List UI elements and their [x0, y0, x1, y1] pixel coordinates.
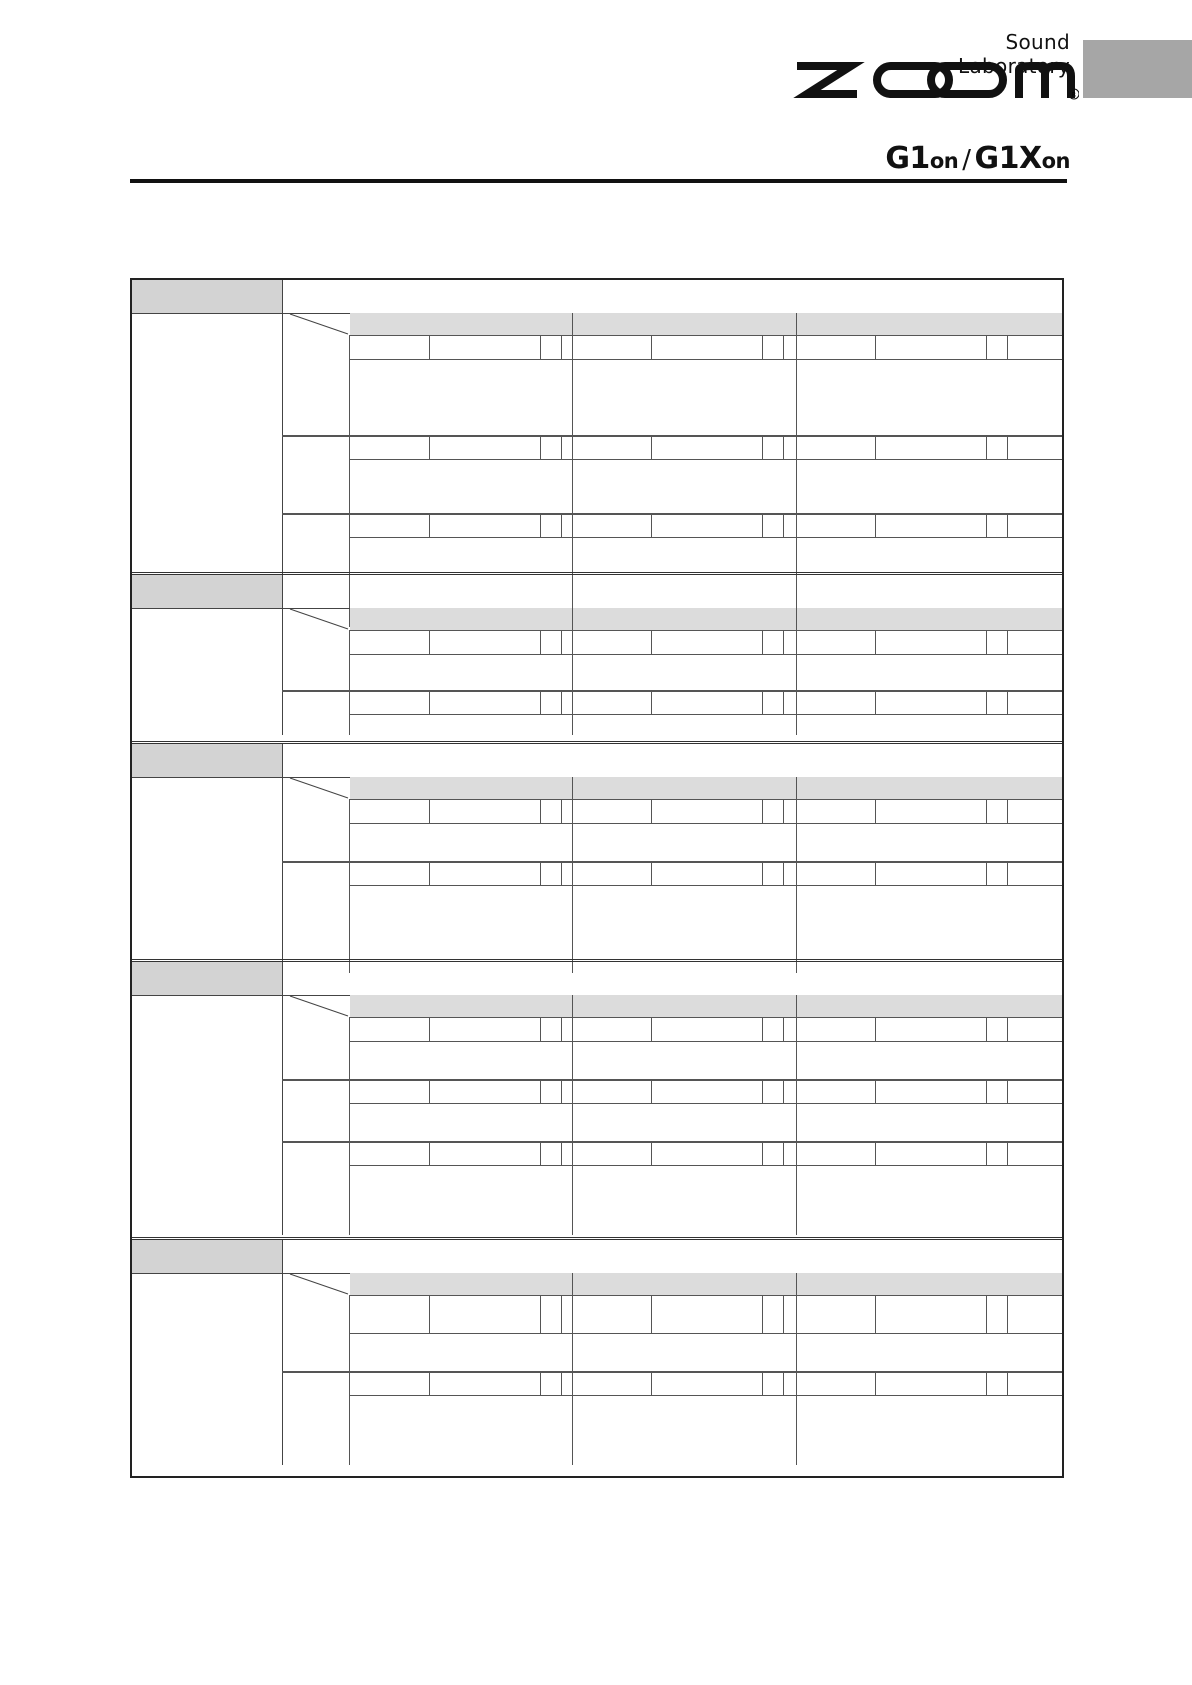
value-cell-line: [875, 1141, 876, 1165]
value-cell-line: [986, 799, 987, 823]
value-cell-line: [561, 1371, 562, 1395]
value-cell-line: [651, 1141, 652, 1165]
column-separator: [572, 777, 573, 799]
value-cell-line: [762, 335, 763, 359]
value-cell-line: [762, 1079, 763, 1103]
value-cell-line: [561, 1295, 562, 1333]
value-row-line: [350, 654, 1062, 655]
value-cell-line: [783, 1371, 784, 1395]
value-cell-line: [783, 335, 784, 359]
value-cell-line: [1007, 513, 1008, 537]
column-separator: [572, 799, 573, 973]
column-separator: [796, 630, 797, 735]
value-cell-line: [651, 435, 652, 459]
knob-group-divider: [282, 435, 1062, 437]
effect-description-cell: [282, 1240, 1062, 1274]
value-row-line: [350, 1333, 1062, 1334]
value-cell-line: [762, 435, 763, 459]
value-cell-line: [651, 861, 652, 885]
effect-description-cell: [282, 962, 1062, 996]
value-cell-line: [429, 1371, 430, 1395]
knob-group-divider: [282, 1371, 1062, 1373]
value-row-line: [350, 459, 1062, 460]
model-name: [790, 141, 1070, 176]
value-cell-line: [651, 335, 652, 359]
parameter-grid: [282, 1273, 1062, 1465]
column-separator: [796, 799, 797, 973]
value-cell-line: [540, 690, 541, 714]
value-cell-line: [986, 861, 987, 885]
value-cell-line: [762, 630, 763, 654]
value-cell-line: [1007, 335, 1008, 359]
column-separator: [572, 608, 573, 630]
value-cell-line: [561, 799, 562, 823]
knob-label-column-line: [349, 799, 350, 973]
effect-name-cell: [132, 744, 282, 778]
parameter-header-row: [350, 777, 1062, 800]
effect-name-cell: [132, 280, 282, 314]
column-separator: [572, 1017, 573, 1235]
value-row-line: [350, 823, 1062, 824]
value-cell-line: [651, 799, 652, 823]
model-g1x: G1X: [974, 141, 1042, 176]
value-cell-line: [561, 1079, 562, 1103]
zoom-logo: [793, 58, 1079, 102]
value-cell-line: [875, 1079, 876, 1103]
value-cell-line: [429, 435, 430, 459]
corner-diagonal: [282, 313, 350, 335]
value-cell-line: [762, 861, 763, 885]
value-cell-line: [651, 1017, 652, 1041]
value-cell-line: [561, 435, 562, 459]
knob-group-divider: [282, 861, 1062, 863]
value-cell-line: [875, 690, 876, 714]
value-cell-line: [1007, 1371, 1008, 1395]
corner-diagonal: [282, 777, 350, 799]
sound-laboratory-tagline: Sound Laboratory: [958, 30, 1070, 78]
parameter-grid: [282, 995, 1062, 1235]
corner-diagonal: [282, 1273, 350, 1295]
value-cell-line: [429, 1079, 430, 1103]
value-cell-line: [762, 1295, 763, 1333]
value-cell-line: [1007, 690, 1008, 714]
value-cell-line: [986, 1295, 987, 1333]
value-cell-line: [540, 335, 541, 359]
column-separator: [572, 313, 573, 335]
value-cell-line: [986, 513, 987, 537]
value-cell-line: [540, 799, 541, 823]
value-row-line: [350, 1041, 1062, 1042]
value-cell-line: [986, 435, 987, 459]
parameter-header-row: [350, 313, 1062, 336]
value-cell-line: [762, 513, 763, 537]
value-cell-line: [1007, 861, 1008, 885]
column-separator: [572, 1273, 573, 1295]
parameter-grid: [282, 608, 1062, 735]
model-separator: /: [962, 145, 971, 175]
column-separator: [796, 1273, 797, 1295]
value-row-line: [350, 1395, 1062, 1396]
value-cell-line: [651, 690, 652, 714]
value-cell-line: [561, 1017, 562, 1041]
value-cell-line: [561, 861, 562, 885]
value-cell-line: [783, 861, 784, 885]
value-cell-line: [1007, 1295, 1008, 1333]
value-cell-line: [561, 690, 562, 714]
value-cell-line: [429, 1017, 430, 1041]
column-separator: [572, 1295, 573, 1465]
model-g1x-suffix: on: [1041, 149, 1070, 173]
value-cell-line: [1007, 630, 1008, 654]
parameter-header-row: [350, 608, 1062, 631]
value-cell-line: [540, 1295, 541, 1333]
header-rule: [130, 179, 1067, 183]
value-cell-line: [1007, 1141, 1008, 1165]
value-cell-line: [651, 513, 652, 537]
value-cell-line: [875, 1017, 876, 1041]
value-row-line: [350, 885, 1062, 886]
value-cell-line: [561, 630, 562, 654]
pedal-image-cell: [132, 995, 283, 1235]
value-cell-line: [1007, 799, 1008, 823]
parameter-header-row: [350, 1273, 1062, 1296]
value-cell-line: [762, 1141, 763, 1165]
pedal-image-cell: [132, 608, 283, 735]
effect-name-cell: [132, 1240, 282, 1274]
value-cell-line: [429, 690, 430, 714]
knob-group-divider: [282, 1141, 1062, 1143]
corner-diagonal: [282, 608, 350, 630]
value-cell-line: [651, 1295, 652, 1333]
value-cell-line: [875, 630, 876, 654]
column-separator: [796, 1295, 797, 1465]
value-cell-line: [783, 513, 784, 537]
value-cell-line: [875, 799, 876, 823]
corner-diagonal: [282, 995, 350, 1017]
value-cell-line: [651, 1371, 652, 1395]
model-g1: G1: [885, 141, 930, 176]
value-cell-line: [1007, 1079, 1008, 1103]
value-cell-line: [429, 630, 430, 654]
value-cell-line: [762, 1017, 763, 1041]
effect-name-cell: [132, 575, 282, 609]
value-cell-line: [429, 1141, 430, 1165]
value-cell-line: [986, 335, 987, 359]
effect-name-cell: [132, 962, 282, 996]
value-cell-line: [540, 1017, 541, 1041]
column-separator: [796, 995, 797, 1017]
value-cell-line: [1007, 1017, 1008, 1041]
value-cell-line: [540, 1371, 541, 1395]
value-cell-line: [875, 435, 876, 459]
svg-text:R: R: [1071, 91, 1077, 99]
value-cell-line: [651, 1079, 652, 1103]
value-cell-line: [783, 435, 784, 459]
value-cell-line: [783, 1141, 784, 1165]
value-cell-line: [429, 861, 430, 885]
value-cell-line: [986, 1017, 987, 1041]
column-separator: [796, 777, 797, 799]
column-separator: [796, 1017, 797, 1235]
column-separator: [796, 608, 797, 630]
value-row-line: [350, 1103, 1062, 1104]
value-cell-line: [783, 799, 784, 823]
knob-group-divider: [282, 513, 1062, 515]
value-cell-line: [875, 1371, 876, 1395]
knob-group-divider: [282, 690, 1062, 692]
pedal-image-cell: [132, 777, 283, 973]
value-cell-line: [540, 513, 541, 537]
value-cell-line: [540, 630, 541, 654]
value-cell-line: [429, 335, 430, 359]
value-cell-line: [762, 799, 763, 823]
value-cell-line: [429, 1295, 430, 1333]
column-separator: [572, 630, 573, 735]
knob-group-divider: [282, 1079, 1062, 1081]
value-row-line: [350, 537, 1062, 538]
value-cell-line: [762, 1371, 763, 1395]
value-cell-line: [783, 1079, 784, 1103]
value-cell-line: [540, 1141, 541, 1165]
page-tab-marker: [1083, 40, 1192, 98]
parameter-grid: [282, 777, 1062, 973]
value-cell-line: [783, 630, 784, 654]
value-cell-line: [986, 1079, 987, 1103]
value-cell-line: [561, 513, 562, 537]
value-cell-line: [875, 513, 876, 537]
value-row-line: [350, 1165, 1062, 1166]
model-g1-suffix: on: [929, 149, 959, 173]
value-cell-line: [561, 335, 562, 359]
value-cell-line: [986, 690, 987, 714]
value-cell-line: [783, 1017, 784, 1041]
value-cell-line: [986, 1371, 987, 1395]
value-row-line: [350, 359, 1062, 360]
knob-label-column-line: [349, 630, 350, 735]
parameter-header-row: [350, 995, 1062, 1018]
effect-description-cell: [282, 280, 1062, 314]
value-cell-line: [783, 1295, 784, 1333]
effects-table: [130, 278, 1064, 1478]
value-cell-line: [540, 861, 541, 885]
value-cell-line: [875, 335, 876, 359]
value-cell-line: [783, 690, 784, 714]
effect-description-cell: [282, 744, 1062, 778]
value-cell-line: [561, 1141, 562, 1165]
value-cell-line: [429, 799, 430, 823]
value-cell-line: [875, 861, 876, 885]
pedal-image-cell: [132, 1273, 283, 1465]
value-cell-line: [875, 1295, 876, 1333]
value-cell-line: [762, 690, 763, 714]
column-separator: [572, 995, 573, 1017]
knob-label-column-line: [349, 1295, 350, 1465]
value-cell-line: [1007, 435, 1008, 459]
value-cell-line: [986, 630, 987, 654]
value-cell-line: [429, 513, 430, 537]
value-row-line: [350, 714, 1062, 715]
column-separator: [796, 313, 797, 335]
value-cell-line: [986, 1141, 987, 1165]
effect-description-cell: [282, 575, 1062, 609]
value-cell-line: [540, 1079, 541, 1103]
knob-label-column-line: [349, 1017, 350, 1235]
value-cell-line: [651, 630, 652, 654]
value-cell-line: [540, 435, 541, 459]
